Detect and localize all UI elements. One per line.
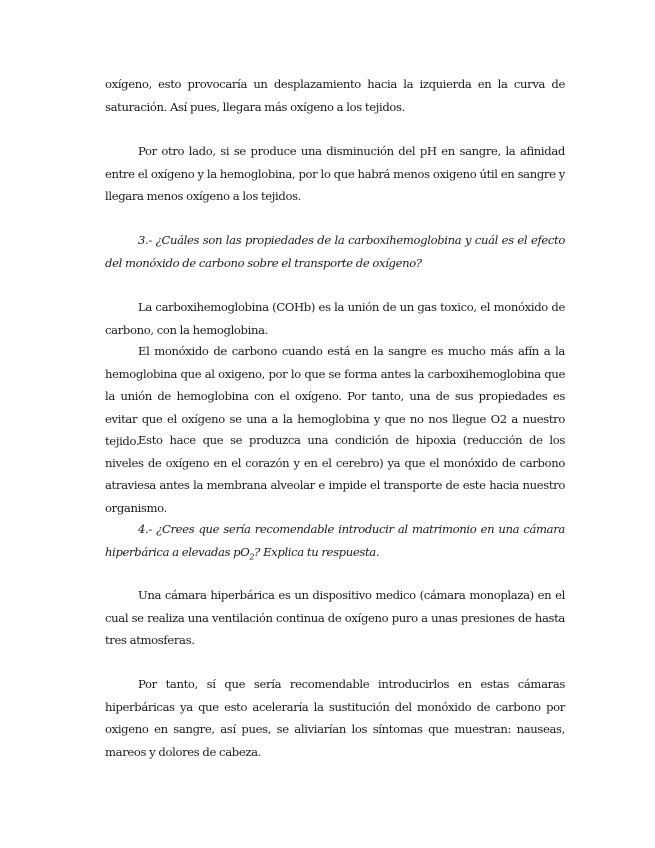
paragraph-recommendation: Por tanto, sí que sería recomendable introducirlos en estas cámaras hiperbáricas ya que esto aceleraría la sustitución del monóxido de carbono por oxigeno en sangre, así pues, se aliviarían los síntomas que muestran: nauseas, mareos y dolores de cabeza. <box>105 677 565 759</box>
paragraph-hypoxia: Esto hace que se produzca una condición de hipoxia (reducción de los niveles de oxígeno en el corazón y en el cerebro) ya que el monóxido de carbono atraviesa antes la membrana alveolar e impide el transporte de este hacia nuestro organismo. <box>105 433 565 515</box>
question-4-text-after: ? Explica tu respuesta. <box>254 544 380 559</box>
paragraph-ph-decrease: Por otro lado, si se produce una disminución del pH en sangre, la afinidad entre el oxígeno y la hemoglobina, por lo que habrá menos oxigeno útil en sangre y llegara menos oxígeno a los tejidos. <box>105 144 565 203</box>
question-4-heading <box>105 518 565 563</box>
paragraph-carbon-monoxide-affinity: El monóxido de carbono cuando está en la sangre es mucho más afín a la hemoglobina que al oxigeno, por lo que se forma antes la carboxihemoglobina que la unión de hemoglobina con el oxígeno. Por tanto, una de sus propiedades es evitar que el oxígeno se una a la hemoglobina y que no nos llegue O2 a nuestro tejido. <box>105 344 565 448</box>
paragraph-hyperbaric-chamber: Una cámara hiperbárica es un dispositivo medico (cámara monoplaza) en el cual se realiza una ventilación continua de oxígeno puro a unas presiones de hasta tres atmosferas. <box>105 588 565 647</box>
paragraph-carboxihemoglobina-definition: La carboxihemoglobina (COHb) es la unión de un gas toxico, el monóxido de carbono, con la hemoglobina. <box>105 300 565 337</box>
question-3-heading: 3.- ¿Cuáles son las propiedades de la carboxihemoglobina y cuál es el efecto del monóxido de carbono sobre el transporte de oxígeno? <box>105 233 565 270</box>
paragraph-saturation-curve: oxígeno, esto provocaría un desplazamiento hacia la izquierda en la curva de saturación. Así pues, llegara más oxígeno a los tejidos. <box>105 77 565 114</box>
question-4-subscript: 2 <box>249 551 255 561</box>
question-4-text-before: 4.- ¿Crees que sería recomendable introducir al matrimonio en una cámara hiperbárica a elevadas pO <box>105 522 565 559</box>
